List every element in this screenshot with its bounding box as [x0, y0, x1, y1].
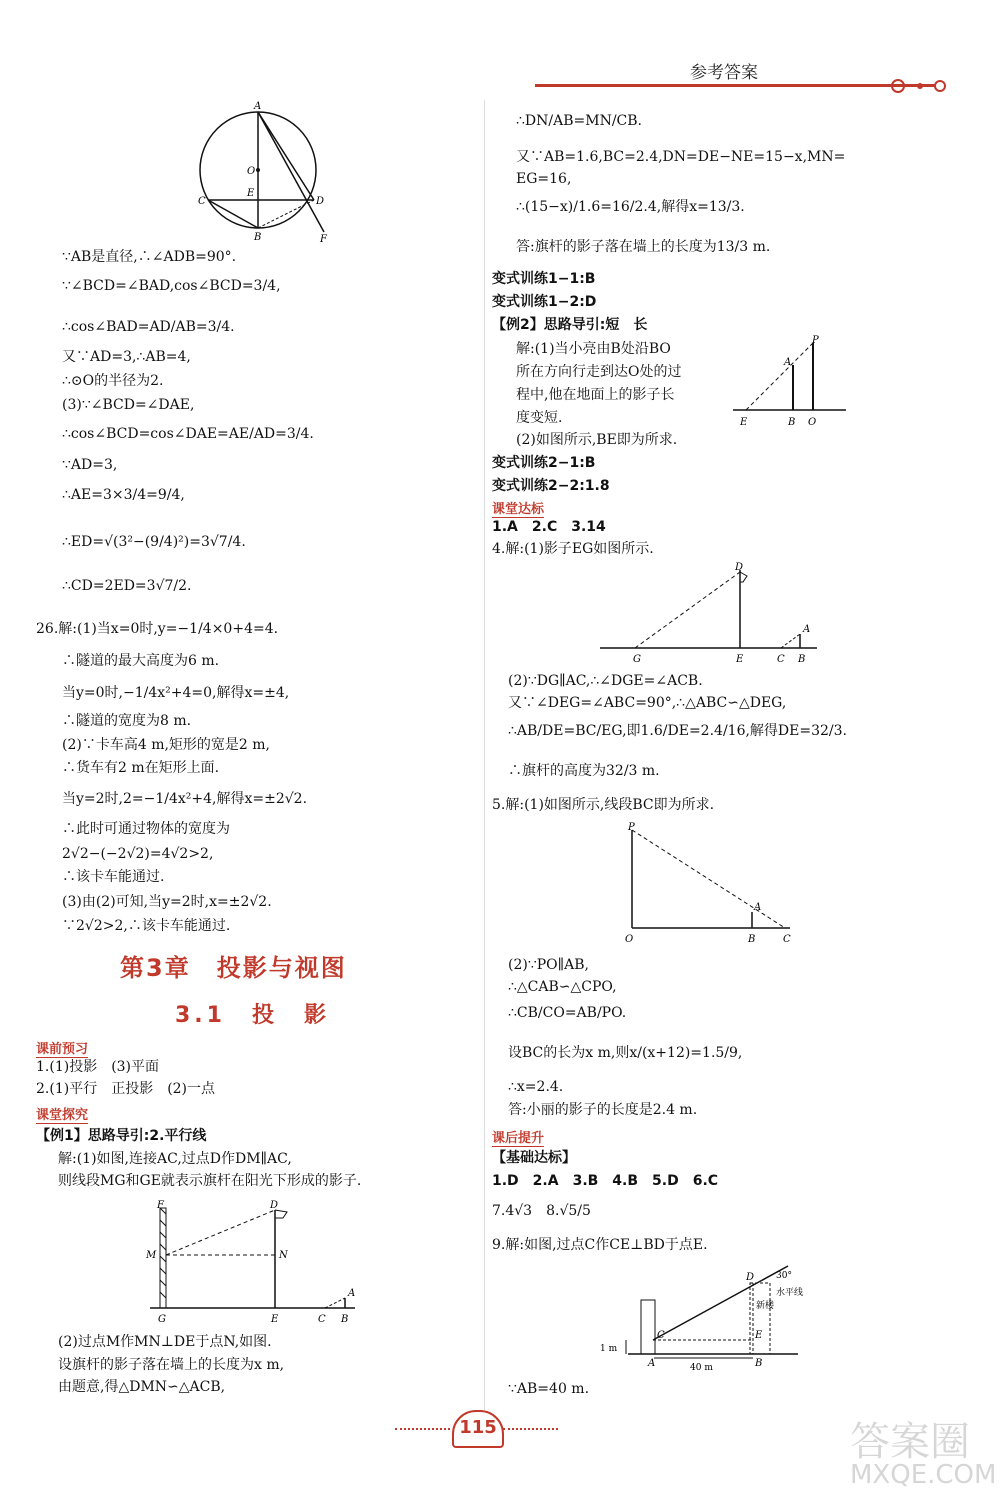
- label-p: P: [812, 335, 819, 346]
- text-line: (2)∵PO∥AB,: [508, 957, 589, 973]
- tag-class: 课堂达标: [492, 498, 544, 518]
- text-line: 2.(1)平行 正投影 (2)一点: [36, 1081, 216, 1097]
- text-line: 又∵AD=3,∴AB=4,: [62, 349, 191, 365]
- text-line: ∴AE=3×3/4=9/4,: [62, 487, 185, 503]
- flag-shadow-figure-2: [595, 560, 825, 670]
- text-line: 5.解:(1)如图所示,线段BC即为所求.: [492, 797, 715, 813]
- text-line: (2)∵卡车高4 m,矩形的宽是2 m,: [62, 737, 270, 753]
- watermark-logo: 答案圈: [850, 1419, 970, 1465]
- label-b: B: [341, 1314, 349, 1325]
- label-a: A: [648, 1358, 656, 1369]
- tag-explore: 课堂探究: [36, 1104, 88, 1124]
- text-line: 答:旗杆的影子落在墙上的长度为13/3 m.: [516, 239, 771, 255]
- label-b: B: [254, 232, 262, 243]
- text-line: 变式训练1−1:B: [492, 271, 596, 287]
- label-n: N: [279, 1250, 288, 1261]
- text-line: (2)如图所示,BE即为所求.: [516, 432, 678, 448]
- text-line: 解:(1)当小亮由B处沿BO: [516, 341, 671, 357]
- text-line: 当y=2时,2=−1/4x²+4,解得x=±2√2.: [62, 791, 308, 807]
- label-e: E: [271, 1314, 279, 1325]
- horizontal-label: 水平线: [776, 1288, 804, 1298]
- text-line: 程中,他在地面上的影子长: [516, 387, 675, 403]
- label-f: F: [320, 234, 327, 245]
- label-a: A: [254, 101, 262, 112]
- label-a: A: [803, 624, 811, 635]
- text-line: EG=16,: [516, 171, 572, 187]
- angle-label: 30°: [776, 1271, 792, 1281]
- text-line: (3)由(2)可知,当y=2时,x=±2√2.: [62, 894, 272, 910]
- label-b: B: [788, 417, 796, 428]
- text-line: ∴x=2.4.: [508, 1079, 564, 1095]
- text-line: ∵AB是直径,∴∠ADB=90°.: [62, 249, 237, 265]
- text-line: ∴货车有2 m在矩形上面.: [62, 760, 220, 776]
- text-line: 4.解:(1)影子EG如图所示.: [492, 541, 654, 557]
- text-line: ∴cos∠BAD=AD/AB=3/4.: [62, 319, 235, 335]
- text-line: ∴CD=2ED=3√7/2.: [62, 578, 192, 594]
- person-shadow-figure: [728, 335, 853, 435]
- watermark-url: MXQE.COM: [850, 1460, 997, 1490]
- label-g: G: [633, 654, 641, 665]
- header-title: 参考答案: [690, 63, 758, 83]
- text-line: ∴AB/DE=BC/EG,即1.6/DE=2.4/16,解得DE=32/3.: [508, 723, 847, 739]
- text-line: 26.解:(1)当x=0时,y=−1/4×0+4=4.: [36, 621, 279, 637]
- text-line: 由题意,得△DMN∽△ACB,: [58, 1379, 226, 1395]
- label-o: O: [247, 166, 256, 177]
- text-line: ∴⊙O的半径为2.: [62, 373, 164, 389]
- text-line: 则线段MG和GE就表示旗杆在阳光下形成的影子.: [58, 1173, 362, 1189]
- header-decoration: [890, 78, 950, 94]
- text-line: ∴CB/CO=AB/PO.: [508, 1005, 627, 1021]
- height-label: 1 m: [600, 1344, 618, 1354]
- circle-figure: [190, 100, 340, 245]
- header-rule: [535, 84, 935, 87]
- text-line: 【例1】思路导引:2.平行线: [36, 1128, 207, 1144]
- lamp-shadow-figure: [620, 820, 800, 945]
- label-b: B: [748, 934, 756, 945]
- text-line: ∴旗杆的高度为32/3 m.: [508, 763, 660, 779]
- text-line: 又∵AB=1.6,BC=2.4,DN=DE−NE=15−x,MN=: [516, 149, 846, 165]
- new-building-label: 新楼: [756, 1301, 775, 1311]
- label-o: O: [808, 417, 817, 428]
- label-c: C: [783, 934, 791, 945]
- text-line: 【基础达标】: [492, 1150, 576, 1166]
- text-line: 1.D 2.A 3.B 4.B 5.D 6.C: [492, 1173, 719, 1189]
- label-o: O: [625, 934, 634, 945]
- label-d: D: [735, 562, 744, 573]
- text-line: ∴(15−x)/1.6=16/2.4,解得x=13/3.: [516, 199, 745, 215]
- label-b: B: [798, 654, 806, 665]
- text-line: ∵AB=40 m.: [508, 1381, 590, 1397]
- text-line: 变式训练2−1:B: [492, 455, 596, 471]
- label-d: D: [746, 1272, 755, 1283]
- column-divider: [484, 100, 485, 1410]
- label-a: A: [754, 902, 762, 913]
- text-line: 1.(1)投影 (3)平面: [36, 1059, 160, 1075]
- page-dots-right: [503, 1428, 558, 1430]
- text-line: ∴DN/AB=MN/CB.: [516, 113, 642, 129]
- text-line: (2)∵DG∥AC,∴∠DGE=∠ACB.: [508, 673, 703, 689]
- label-a: A: [348, 1288, 356, 1299]
- label-c: C: [198, 196, 206, 207]
- tag-after: 课后提升: [492, 1127, 544, 1147]
- text-line: 答:小丽的影子的长度是2.4 m.: [508, 1102, 698, 1118]
- label-e: E: [736, 654, 744, 665]
- text-line: 7.4√3 8.√5/5: [492, 1203, 591, 1219]
- text-line: 又∵∠DEG=∠ABC=90°,∴△ABC∽△DEG,: [508, 695, 787, 711]
- flag-shadow-figure-1: [140, 1200, 370, 1330]
- text-line: ∴该卡车能通过.: [62, 869, 165, 885]
- text-line: 当y=0时,−1/4x²+4=0,解得x=±4,: [62, 685, 290, 701]
- label-c: C: [318, 1314, 326, 1325]
- label-p: P: [628, 822, 635, 833]
- text-line: ∵AD=3,: [62, 457, 118, 473]
- text-line: ∴△CAB∽△CPO,: [508, 979, 617, 995]
- section-title: 3.1 投 影: [175, 1003, 330, 1028]
- distance-label: 40 m: [690, 1363, 713, 1373]
- text-line: 解:(1)如图,连接AC,过点D作DM∥AC,: [58, 1151, 292, 1167]
- label-e: E: [247, 188, 255, 199]
- text-line: 设旗杆的影子落在墙上的长度为x m,: [58, 1357, 285, 1373]
- page-number: 115: [452, 1410, 504, 1448]
- text-line: 变式训练1−2:D: [492, 294, 597, 310]
- page-dots-left: [395, 1428, 450, 1430]
- chapter-title: 第3章 投影与视图: [120, 954, 347, 982]
- label-c: C: [777, 654, 785, 665]
- text-line: (2)过点M作MN⊥DE于点N,如图.: [58, 1334, 272, 1350]
- text-line: ∴隧道的最大高度为6 m.: [62, 653, 220, 669]
- text-line: 1.A 2.C 3.14: [492, 519, 606, 535]
- text-line: (3)∵∠BCD=∠DAE,: [62, 397, 195, 413]
- text-line: 9.解:如图,过点C作CE⊥BD于点E.: [492, 1237, 708, 1253]
- label-d: D: [270, 1200, 279, 1211]
- label-b: B: [755, 1358, 763, 1369]
- text-line: ∴ED=√(3²−(9/4)²)=3√7/4.: [62, 534, 246, 550]
- label-a: A: [784, 357, 792, 368]
- text-line: 2√2−(−2√2)=4√2>2,: [62, 846, 214, 862]
- text-line: 度变短.: [516, 410, 563, 426]
- text-line: ∴此时可通过物体的宽度为: [62, 821, 230, 837]
- text-line: 【例2】思路导引:短 长: [492, 317, 648, 333]
- label-e: E: [740, 417, 748, 428]
- label-g: G: [158, 1314, 166, 1325]
- text-line: ∵∠BCD=∠BAD,cos∠BCD=3/4,: [62, 278, 281, 294]
- label-c: C: [657, 1330, 665, 1341]
- label-m: M: [146, 1250, 157, 1261]
- text-line: ∴cos∠BCD=cos∠DAE=AE/AD=3/4.: [62, 426, 314, 442]
- building-figure: [598, 1258, 828, 1378]
- label-f: F: [157, 1200, 164, 1211]
- tag-preview: 课前预习: [36, 1038, 88, 1058]
- text-line: 所在方向行走到达O处的过: [516, 364, 682, 380]
- text-line: 设BC的长为x m,则x/(x+12)=1.5/9,: [508, 1045, 743, 1061]
- text-line: ∵2√2>2,∴该卡车能通过.: [62, 918, 231, 934]
- text-line: 变式训练2−2:1.8: [492, 478, 610, 494]
- label-d: D: [316, 196, 325, 207]
- label-e: E: [755, 1330, 763, 1341]
- text-line: ∴隧道的宽度为8 m.: [62, 713, 192, 729]
